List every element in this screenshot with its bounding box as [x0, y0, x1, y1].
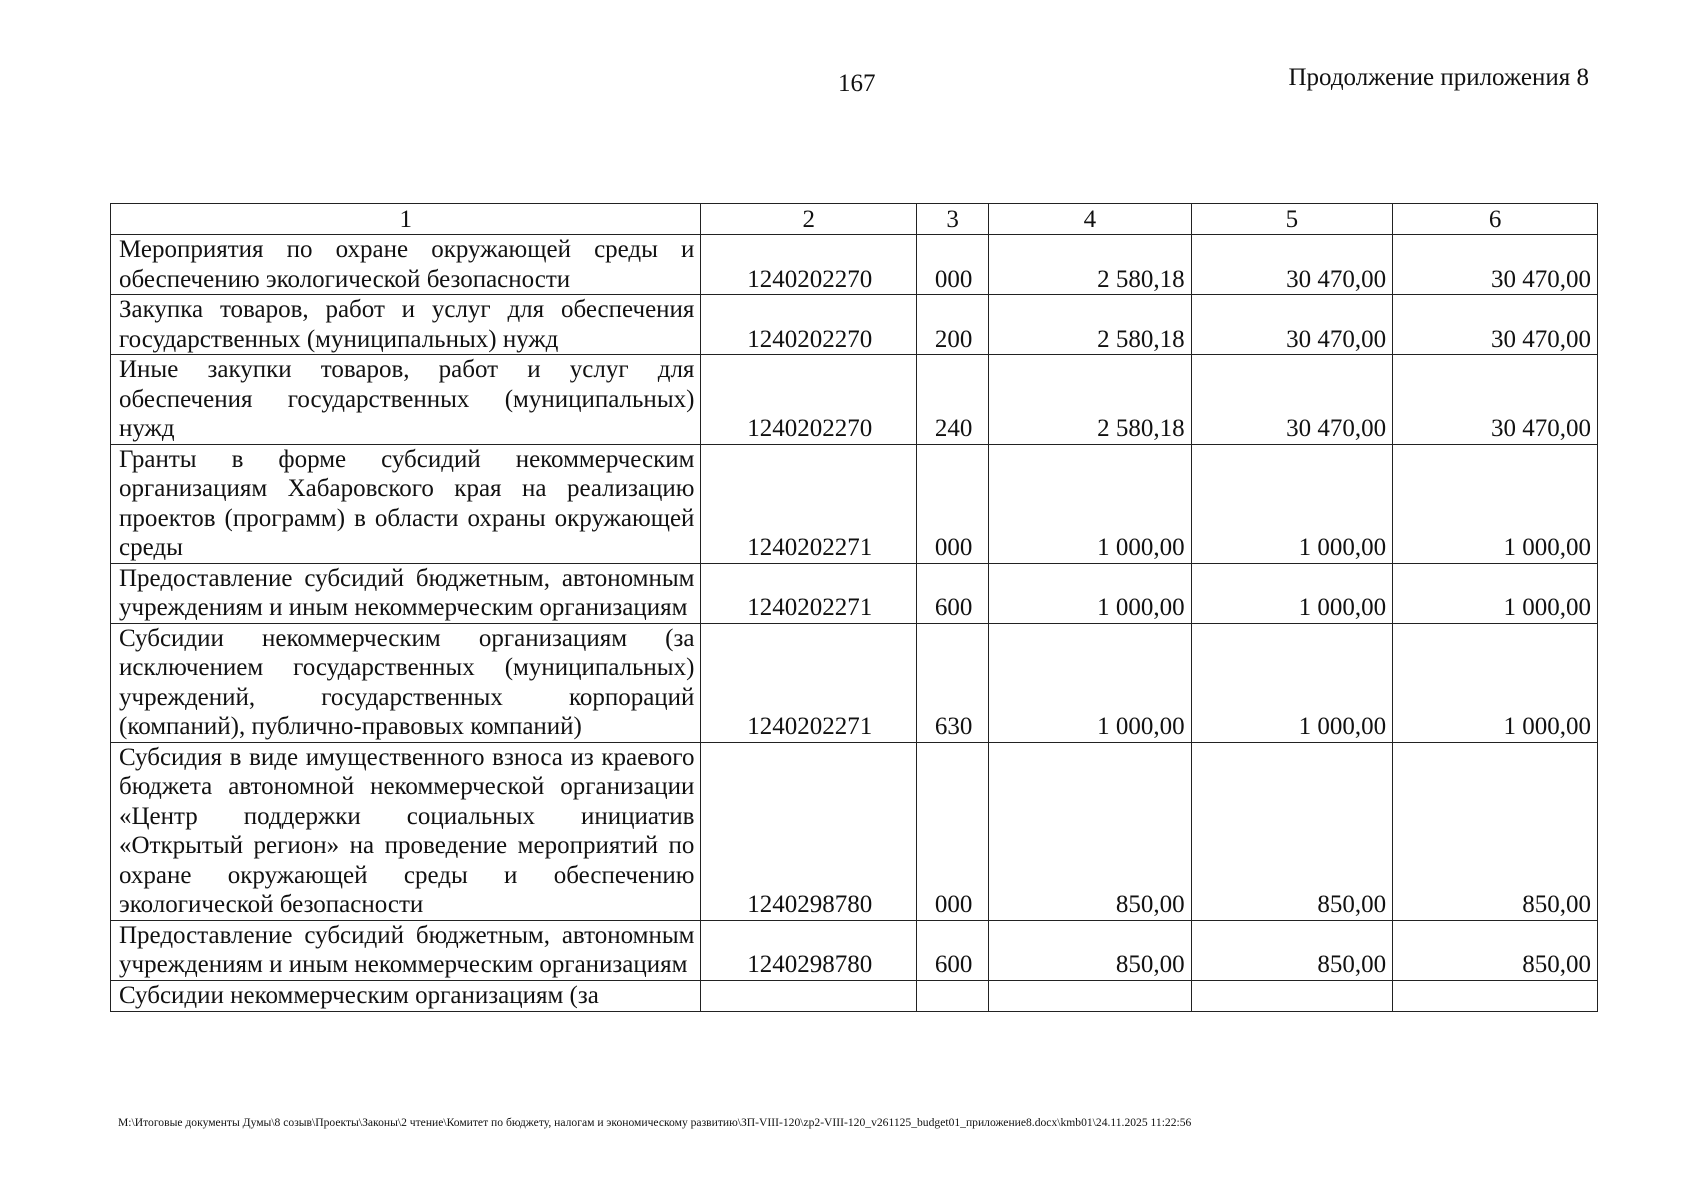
row-name: Закупка товаров, работ и услуг для обеспечения государственных (муниципальных) нужд [111, 295, 701, 355]
row-value-5: 850,00 [1191, 742, 1393, 920]
row-value-5 [1191, 980, 1393, 1011]
table-row-partial [111, 980, 1598, 1011]
page-number: 167 [838, 70, 876, 97]
table-row [111, 920, 1598, 980]
row-value-4: 2 580,18 [989, 235, 1192, 295]
row-value-5: 850,00 [1191, 920, 1393, 980]
row-name: Субсидии некоммерческим организациям (за [111, 980, 701, 1011]
row-value-4: 2 580,18 [989, 355, 1192, 445]
column-header-4: 4 [989, 204, 1192, 235]
row-code: 1240202270 [701, 355, 917, 445]
row-expense-type [917, 980, 989, 1011]
table-row [111, 623, 1598, 742]
column-header-6: 6 [1393, 204, 1598, 235]
column-header-3: 3 [917, 204, 989, 235]
table-row [111, 295, 1598, 355]
column-header-5: 5 [1191, 204, 1393, 235]
table-row [111, 742, 1598, 920]
row-value-4: 850,00 [989, 742, 1192, 920]
row-value-5: 1 000,00 [1191, 444, 1393, 563]
row-code: 1240298780 [701, 742, 917, 920]
row-code: 1240202271 [701, 444, 917, 563]
row-value-6: 1 000,00 [1393, 623, 1598, 742]
row-value-6: 1 000,00 [1393, 563, 1598, 623]
row-expense-type: 200 [917, 295, 989, 355]
row-name: Предоставление субсидий бюджетным, автономным учреждениям и иным некоммерческим организациям [111, 920, 701, 980]
row-value-5: 1 000,00 [1191, 563, 1393, 623]
row-value-6: 30 470,00 [1393, 295, 1598, 355]
table-row [111, 355, 1598, 445]
budget-table [110, 203, 1598, 1012]
column-header-2: 2 [701, 204, 917, 235]
row-value-4: 850,00 [989, 920, 1192, 980]
appendix-header: Продолжение приложения 8 [1288, 64, 1589, 91]
row-value-4: 1 000,00 [989, 623, 1192, 742]
row-name: Субсидия в виде имущественного взноса из краевого бюджета автономной некоммерческой организации «Центр поддержки социальных инициатив «Открытый регион» на проведение мероприятий по охране окружающей среды и обеспечению экологической безопасности [111, 742, 701, 920]
row-expense-type: 600 [917, 563, 989, 623]
row-code: 1240202270 [701, 235, 917, 295]
row-value-4: 1 000,00 [989, 444, 1192, 563]
row-value-6: 1 000,00 [1393, 444, 1598, 563]
table-row [111, 235, 1598, 295]
row-value-5: 30 470,00 [1191, 355, 1393, 445]
row-name: Субсидии некоммерческим организациям (за исключением государственных (муниципальных) учреждений, государственных корпораций (компаний), публично-правовых компаний) [111, 623, 701, 742]
row-expense-type: 000 [917, 742, 989, 920]
document-footer-path: M:\Итоговые документы Думы\8 созыв\Проекты\Законы\2 чтение\Комитет по бюджету, налогам и экономическому развитию\ЗП-VIII-120\zp2-VIII-120_v261125_budget01_приложение8.docx\kmb01\24.11.2025 11:22:56 [118, 1116, 1192, 1129]
table-row [111, 563, 1598, 623]
table-row [111, 444, 1598, 563]
row-code [701, 980, 917, 1011]
row-code: 1240202271 [701, 563, 917, 623]
row-name: Гранты в форме субсидий некоммерческим организациям Хабаровского края на реализацию проектов (программ) в области охраны окружающей среды [111, 444, 701, 563]
row-value-6: 850,00 [1393, 920, 1598, 980]
row-expense-type: 600 [917, 920, 989, 980]
row-expense-type: 000 [917, 235, 989, 295]
row-value-4 [989, 980, 1192, 1011]
row-code: 1240202270 [701, 295, 917, 355]
row-value-5: 1 000,00 [1191, 623, 1393, 742]
row-value-4: 2 580,18 [989, 295, 1192, 355]
row-value-4: 1 000,00 [989, 563, 1192, 623]
row-code: 1240298780 [701, 920, 917, 980]
row-expense-type: 240 [917, 355, 989, 445]
row-code: 1240202271 [701, 623, 917, 742]
column-header-1: 1 [111, 204, 701, 235]
row-value-6: 30 470,00 [1393, 235, 1598, 295]
row-name: Иные закупки товаров, работ и услуг для обеспечения государственных (муниципальных) нужд [111, 355, 701, 445]
row-value-5: 30 470,00 [1191, 235, 1393, 295]
row-expense-type: 000 [917, 444, 989, 563]
row-name: Предоставление субсидий бюджетным, автономным учреждениям и иным некоммерческим организациям [111, 563, 701, 623]
row-value-5: 30 470,00 [1191, 295, 1393, 355]
row-value-6: 850,00 [1393, 742, 1598, 920]
row-value-6 [1393, 980, 1598, 1011]
row-value-6: 30 470,00 [1393, 355, 1598, 445]
row-name: Мероприятия по охране окружающей среды и обеспечению экологической безопасности [111, 235, 701, 295]
row-expense-type: 630 [917, 623, 989, 742]
column-number-row [111, 204, 1598, 235]
